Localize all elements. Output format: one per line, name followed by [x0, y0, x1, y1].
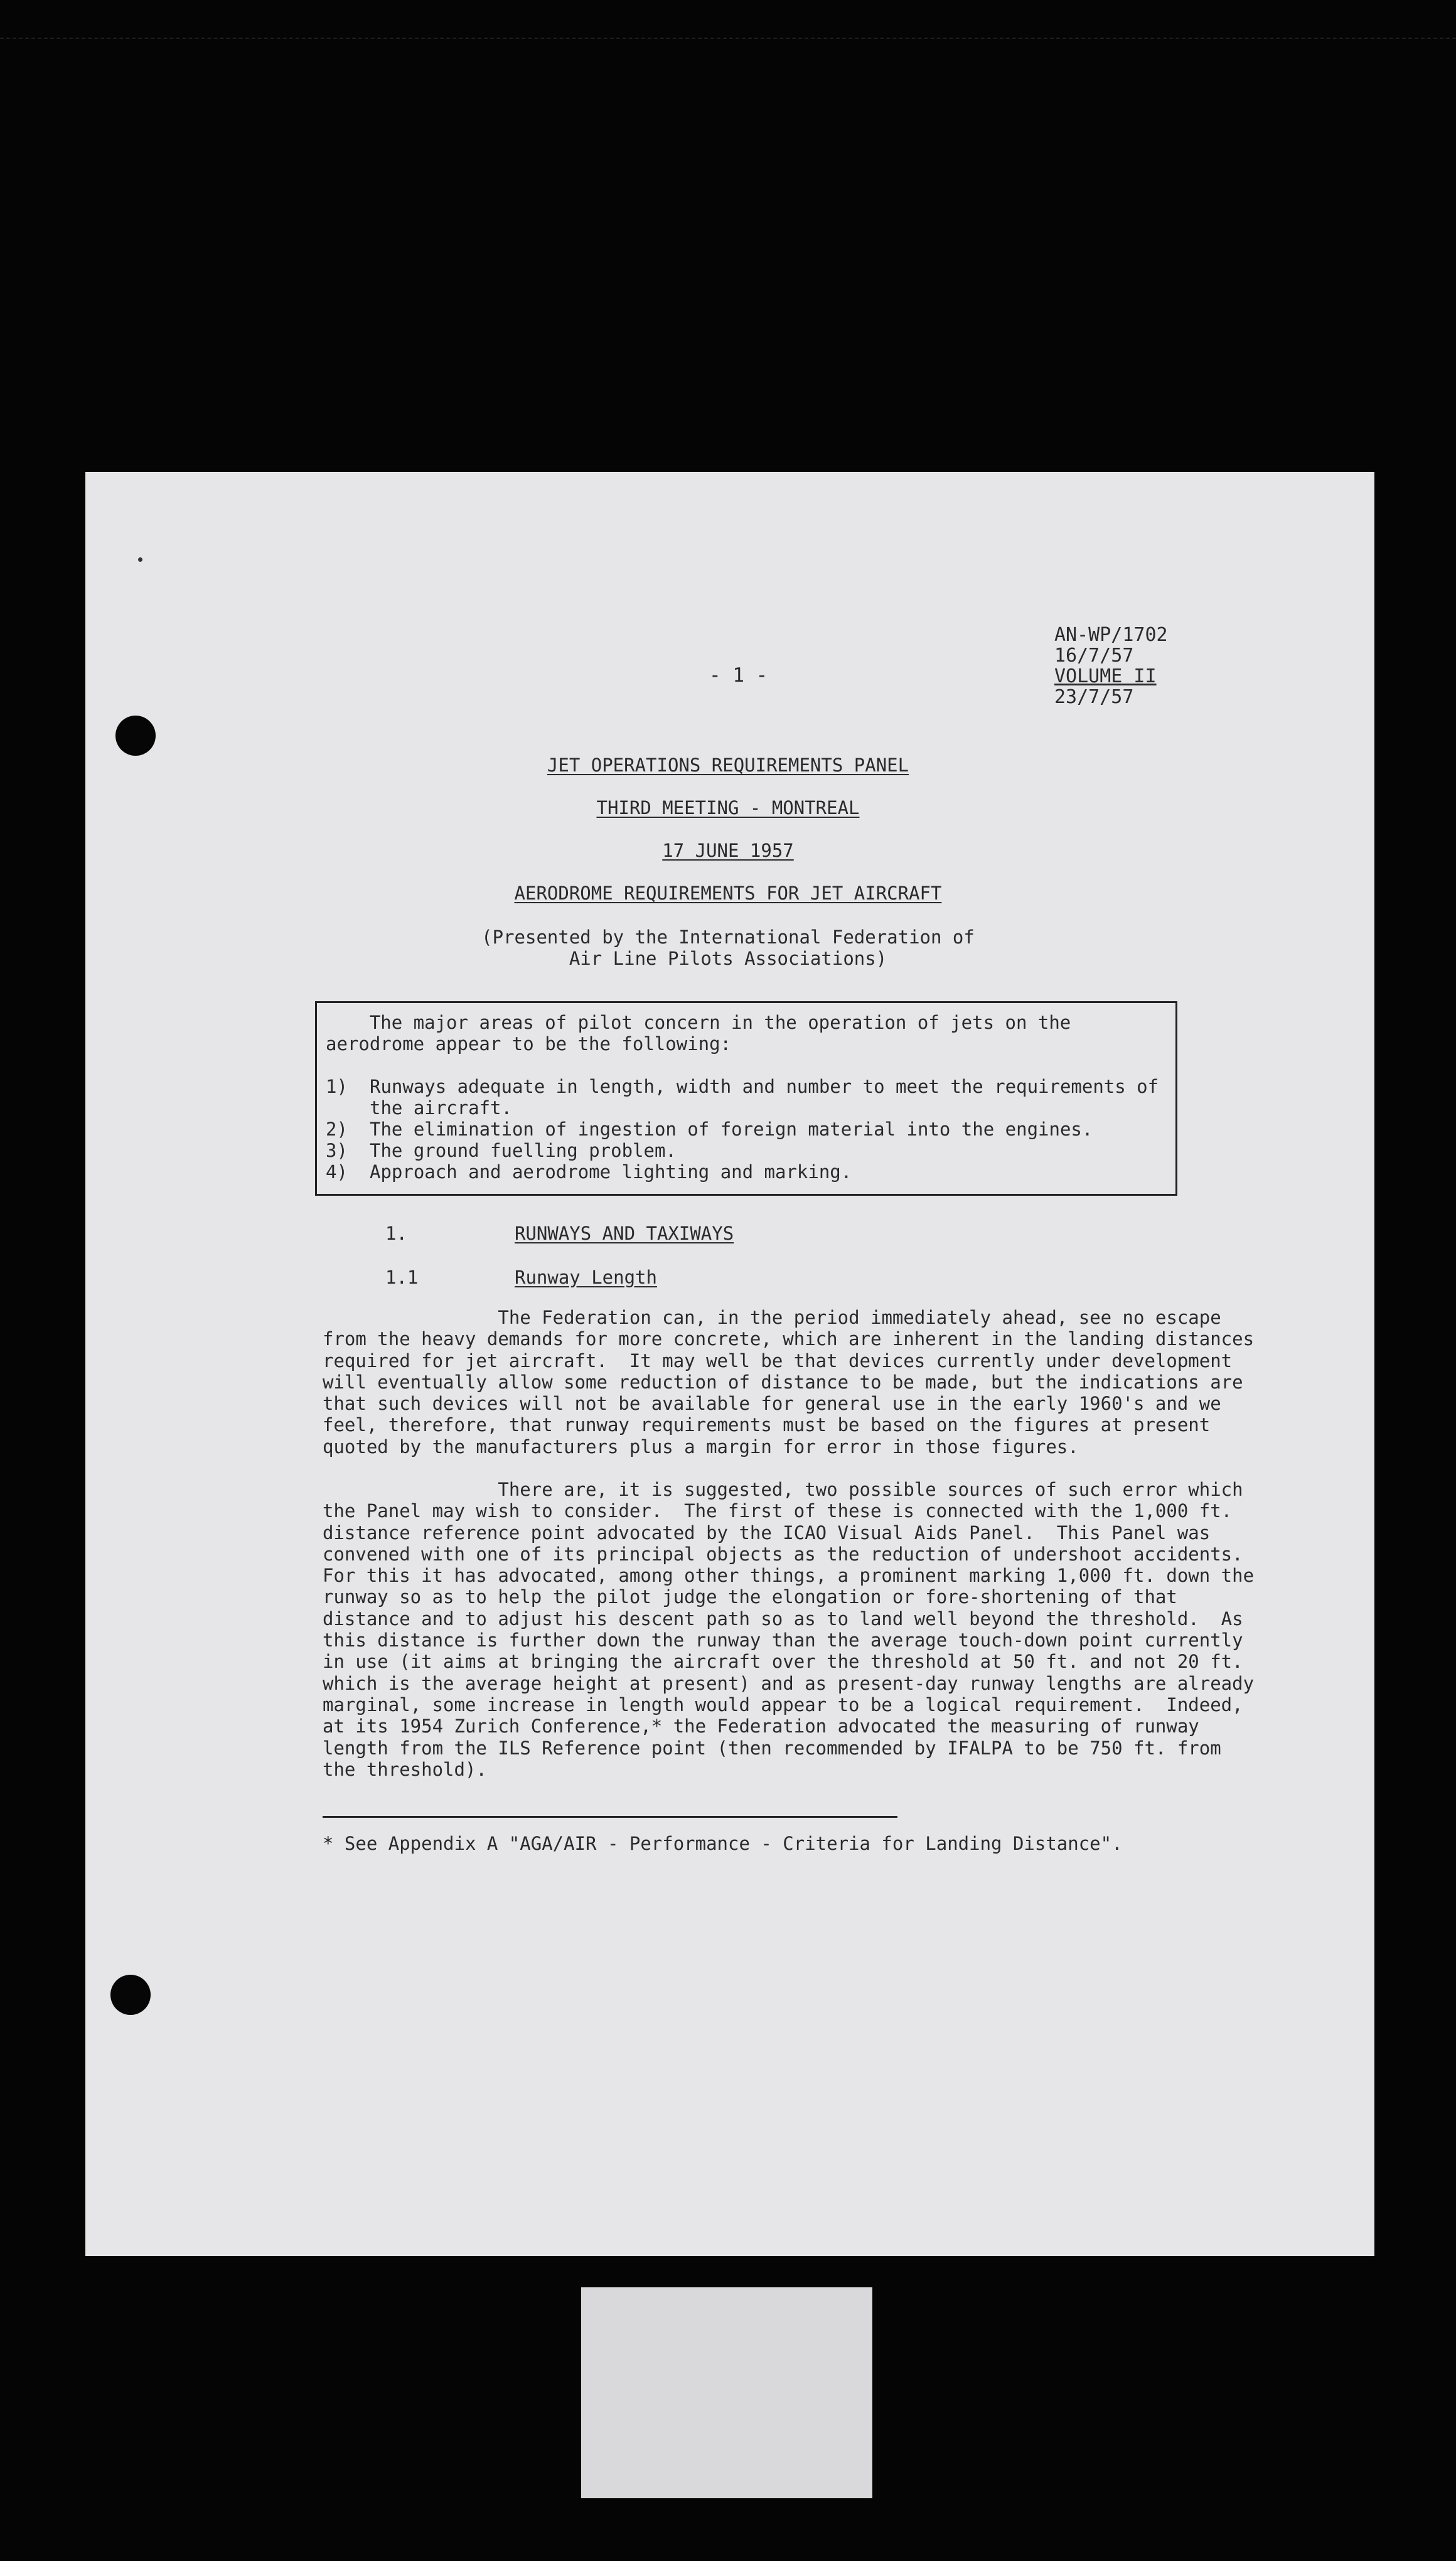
section-heading — [385, 1223, 734, 1244]
presented-by-line-1: (Presented by the International Federation of — [481, 926, 975, 948]
document-title: AERODROME REQUIREMENTS FOR JET AIRCRAFT — [514, 883, 942, 904]
footnote-rule — [323, 1816, 897, 1818]
body-paragraph: There are, it is suggested, two possible sources of such error which the Panel may wish to consider. The first of these is connected with the 1,000 ft. distance reference point advocated by the ICAO Visual Aids Panel. This Panel was convened with one of its principal objects as the reduction of undershoot accidents. For this it has advocated, among other things, a prominent marking 1,000 ft. down the runway so as to help the pilot judge the elongation or fore-shortening of that distance and to adjust his descent path so as to land well beyond the threshold. As this distance is further down the runway than the average touch-down point currently in use (it aims at bringing the aircraft over the threshold at 50 ft. and not 20 ft. which is the average height at present) and as present-day runway lengths are already marginal, some increase in length would appear to be a logical requirement. Indeed, at its 1954 Zurich Conference,* the Federation advocated the measuring of runway length from the ILS Reference point (then recommended by IFALPA to be 750 ft. from the threshold). — [323, 1479, 1265, 1780]
list-item-number: 2) — [326, 1119, 348, 1140]
list-item-text: Approach and aerodrome lighting and marking. — [370, 1161, 852, 1183]
subsection-number: 1.1 — [385, 1267, 419, 1288]
list-item — [326, 1076, 1175, 1119]
subsection-title: Runway Length — [515, 1267, 657, 1288]
summary-box — [315, 1001, 1177, 1196]
section-title: RUNWAYS AND TAXIWAYS — [515, 1223, 734, 1244]
punch-hole-bottom — [110, 1975, 151, 2015]
presented-by-line-2: Air Line Pilots Associations) — [569, 948, 887, 969]
footnote: * See Appendix A "AGA/AIR - Performance - Criteria for Landing Distance". — [323, 1833, 1123, 1854]
punch-hole-top — [115, 716, 156, 756]
reference-date-1: 16/7/57 — [1054, 645, 1134, 667]
reference-number: AN-WP/1702 — [1054, 624, 1168, 646]
section-number: 1. — [385, 1223, 407, 1244]
list-item-text: The ground fuelling problem. — [370, 1140, 677, 1161]
summary-intro: The major areas of pilot concern in the operation of jets on the aerodrome appear to be the following: — [326, 1012, 1082, 1055]
list-item — [326, 1140, 1175, 1161]
list-item-text: The elimination of ingestion of foreign material into the engines. — [370, 1119, 1093, 1140]
panel-heading: JET OPERATIONS REQUIREMENTS PANEL — [547, 754, 909, 776]
reference-date-2: 23/7/57 — [1054, 686, 1134, 708]
document-reference — [1054, 625, 1168, 707]
list-item-number: 3) — [326, 1140, 348, 1161]
list-item-number: 1) — [326, 1076, 348, 1097]
list-item — [326, 1161, 1175, 1183]
summary-list — [326, 1076, 1175, 1183]
subsection-heading — [385, 1267, 657, 1288]
page-number: - 1 - — [709, 664, 768, 687]
body-paragraph: The Federation can, in the period immediately ahead, see no escape from the heavy demands for more concrete, which are inherent in the landing distances required for jet aircraft. It may well be that devices currently under development will eventually allow some reduction of distance to be made, but the indications are that such devices will not be available for general use in the early 1960's and we feel, therefore, that runway requirements must be based on the figures at present quoted by the manufacturers plus a margin for error in those figures. — [323, 1307, 1265, 1458]
film-target-card — [581, 2287, 872, 2498]
film-edge — [0, 38, 1456, 48]
presented-by — [0, 926, 1456, 969]
meeting-heading: THIRD MEETING - MONTREAL — [596, 797, 860, 819]
reference-volume: VOLUME II — [1054, 665, 1157, 687]
list-item-text: Runways adequate in length, width and number to meet the requirements of the aircraft. — [370, 1076, 1159, 1119]
list-item — [326, 1119, 1175, 1140]
date-heading: 17 JUNE 1957 — [662, 840, 794, 861]
list-item-number: 4) — [326, 1161, 348, 1183]
speck — [138, 557, 142, 562]
